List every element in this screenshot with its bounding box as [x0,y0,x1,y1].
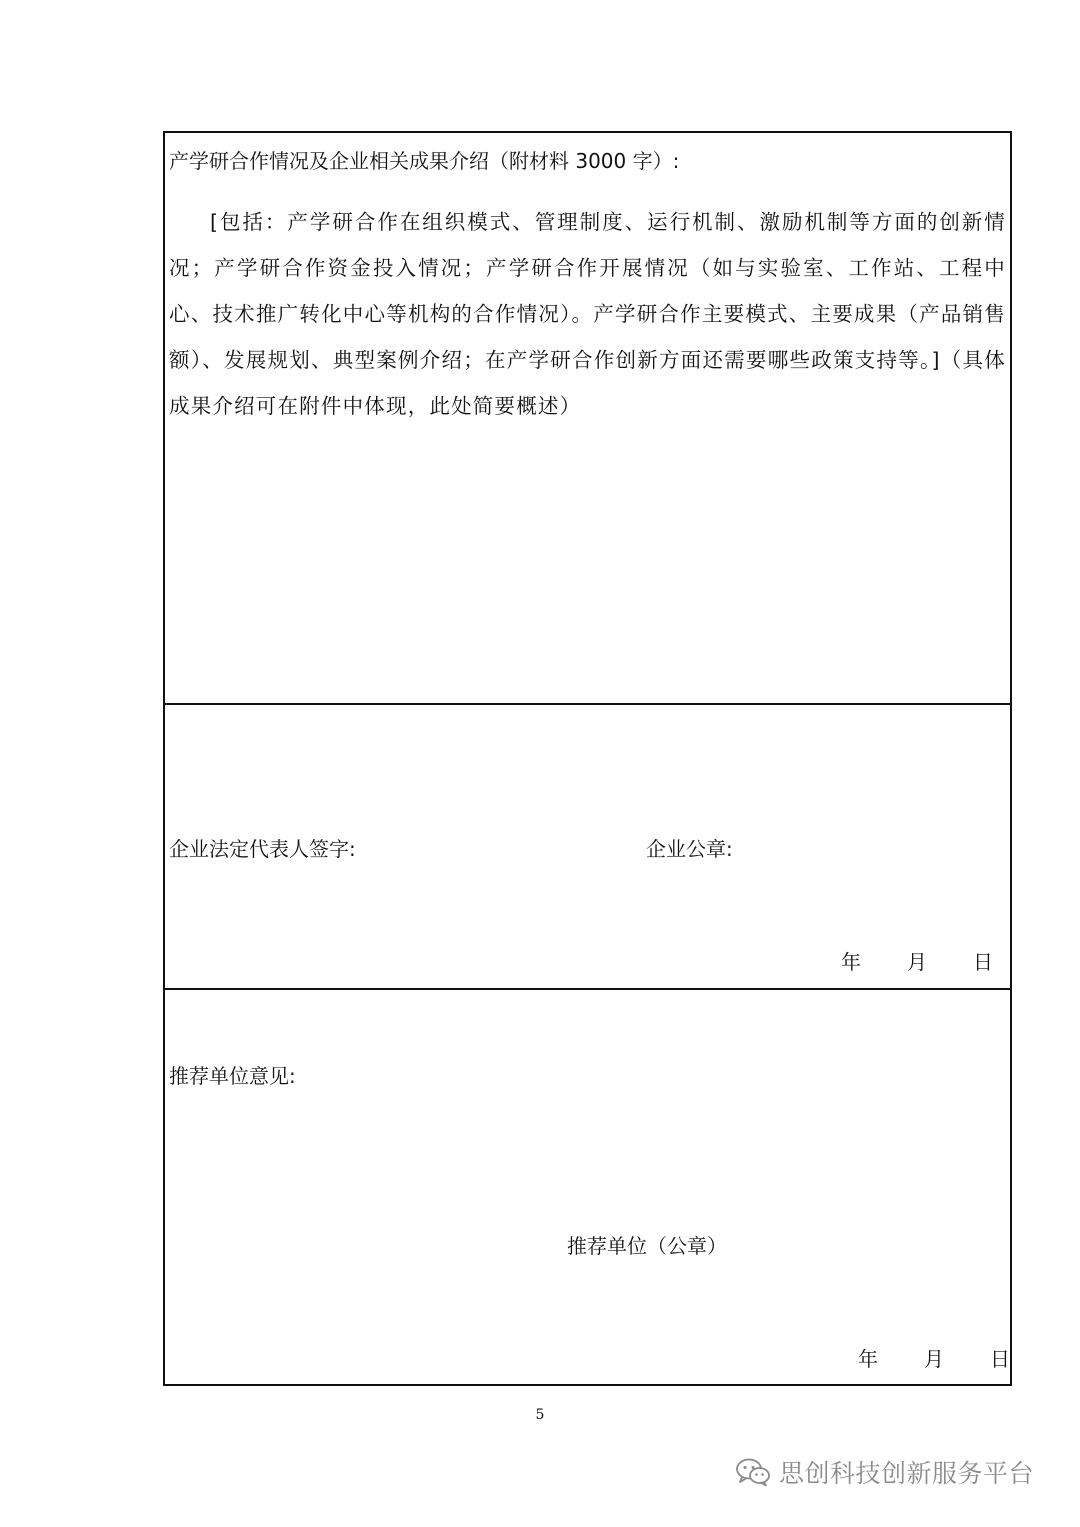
recommendation-date-month: 月 [924,1347,944,1371]
legal-representative-signature-label: 企业法定代表人签字: [169,837,356,861]
recommending-unit-stamp-label: 推荐单位（公章） [567,1234,727,1258]
signature-section [165,705,1010,990]
signature-date-day: 日 [973,950,993,974]
recommendation-opinion-label: 推荐单位意见: [169,1064,296,1088]
recommendation-section [165,990,1010,1386]
recommendation-date-year: 年 [858,1347,878,1371]
cooperation-instructions: [包括：产学研合作在组织模式、管理制度、运行机制、激励机制等方面的创新情况；产学研合作资金投入情况；产学研合作开展情况（如与实验室、工作站、工程中心、技术推广转化中心等机构的合作情况）。产学研合作主要模式、主要成果（产品销售额）、发展规划、典型案例介绍；在产学研合作创新方面还需要哪些政策支持等。]（具体成果介绍可在附件中体现，此处简要概述） [169,210,1006,418]
watermark [735,1454,1034,1490]
signature-date-row [165,948,1010,976]
page-number: 5 [535,1407,545,1423]
cooperation-section [165,133,1010,705]
signature-date-month: 月 [907,950,927,974]
watermark-text: 思创科技创新服务平台 [779,1459,1035,1488]
recommendation-date-day: 日 [990,1347,1010,1371]
company-seal-label: 企业公章: [646,837,733,861]
recommendation-date-row [165,1345,1010,1373]
application-form-table [163,131,1012,1386]
signature-date-year: 年 [841,950,861,974]
wechat-icon [735,1457,771,1487]
cooperation-title: 产学研合作情况及企业相关成果介绍（附材料 3000 字）: [169,149,680,173]
